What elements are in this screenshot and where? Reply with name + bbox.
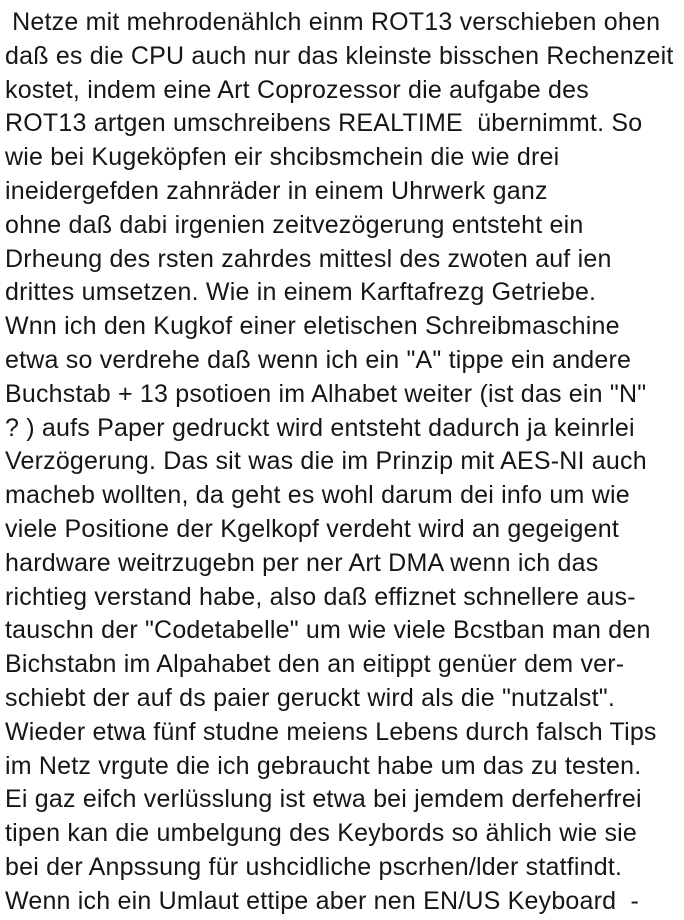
text-line: ROT13 artgen umschreibens REALTIME übernimmt. So — [5, 109, 643, 138]
text-line: wie bei Kugeköpfen eir shcibsmchein die wie drei — [5, 143, 560, 172]
text-line: Buchstab + 13 psotioen im Alhabet weiter (ist das ein "N" — [5, 379, 647, 408]
text-line: ohne daß dabi irgenien zeitvezögerung entsteht ein — [5, 210, 584, 239]
text-line: richtieg verstand habe, also daß effiznet schnellere aus- — [5, 582, 636, 611]
text-line: bei der Anpssung für ushcidliche pscrhen/lder statfindt. — [5, 852, 623, 881]
text-line: viele Positione der Kgelkopf verdeht wird an gegeigent — [5, 514, 619, 543]
text-line: etwa so verdrehe daß wenn ich ein "A" tippe ein andere — [5, 345, 632, 374]
text-line: daß es die CPU auch nur das kleinste bisschen Rechenzeit — [5, 41, 674, 70]
text-line: ? ) aufs Paper gedruckt wird entsteht dadurch ja keinrlei — [5, 413, 635, 442]
text-line: Wenn ich ein Umlaut ettipe aber nen EN/US Keyboard - — [5, 886, 640, 915]
text-line: kostet, indem eine Art Coprozessor die aufgabe des — [5, 75, 589, 104]
text-line: ineidergefden zahnräder in einem Uhrwerk ganz — [5, 176, 548, 205]
text-line: tipen kan die umbelgung des Keybords so ählich wie sie — [5, 819, 638, 848]
text-line: macheb wollten, da geht es wohl darum dei info um wie — [5, 481, 630, 510]
text-line: hardware weitrzugebn per ner Art DMA wenn ich das — [5, 548, 599, 577]
text-line: Verzögerung. Das sit was die im Prinzip mit AES-NI auch — [5, 447, 647, 476]
text-line: Ei gaz eifch verlüsslung ist etwa bei jemdem derfeherfrei — [5, 785, 642, 814]
text-line: drittes umsetzen. Wie in einem Karftafrezg Getriebe. — [5, 278, 597, 307]
text-line: Drheung des rsten zahrdes mittesl des zwoten auf ien — [5, 244, 612, 273]
text-line: schiebt der auf ds paier geruckt wird als die "nutzalst". — [5, 683, 615, 712]
text-line: im Netz vrgute die ich gebraucht habe um das zu testen. — [5, 751, 642, 780]
text-line: Netze mit mehrodenählch einm ROT13 verschieben ohen — [5, 8, 661, 36]
text-line: Wnn ich den Kugkof einer eletischen Schreibmaschine — [5, 312, 620, 341]
text-line: tauschn der "Codetabelle" um wie viele Bcstban man den — [5, 616, 651, 645]
text-line: Bichstabn im Alpahabet den an eitippt genüer dem ver- — [5, 650, 625, 679]
text-line: Wieder etwa fünf studne meiens Lebens durch falsch Tips — [5, 717, 657, 746]
